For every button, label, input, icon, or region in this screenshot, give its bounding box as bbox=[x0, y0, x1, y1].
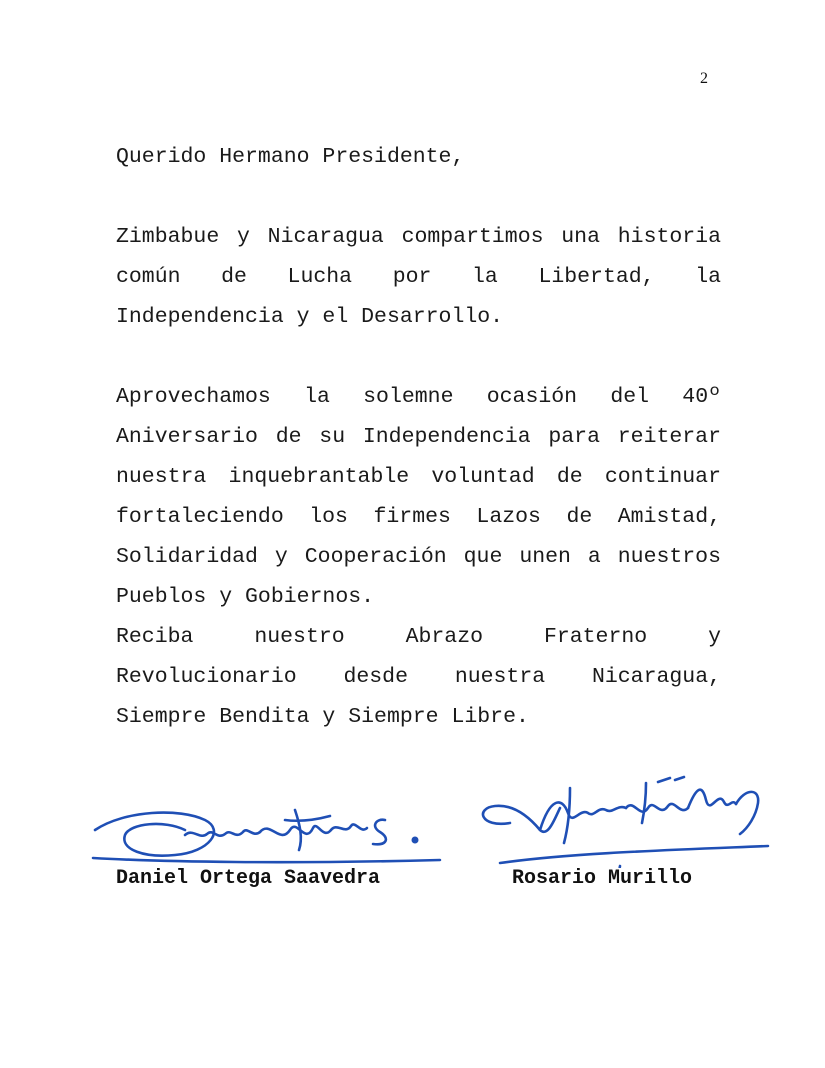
signature-daniel-ortega bbox=[85, 790, 445, 870]
paragraph-3: Reciba nuestro Abrazo Fraterno y Revolucionario desde nuestra Nicaragua, Siempre Bendita y Siempre Libre. bbox=[116, 625, 721, 729]
signature-rosario-murillo bbox=[470, 768, 770, 868]
salutation: Querido Hermano Presidente, bbox=[116, 145, 465, 169]
paragraph-2: Aprovechamos la solemne ocasión del 40º Aniversario de su Independencia para reiterar nuestra inquebrantable voluntad de continuar fortaleciendo los firmes Lazos de Amistad, Solidaridad y Cooperación que unen a nuestros Pueblos y Gobiernos. bbox=[116, 385, 721, 609]
signer-name-right: Rosario Murillo bbox=[512, 867, 693, 890]
signer-name-left: Daniel Ortega Saavedra bbox=[116, 867, 381, 890]
signature-block bbox=[0, 760, 825, 920]
paragraph-1: Zimbabue y Nicaragua compartimos una historia común de Lucha por la Libertad, la Independencia y el Desarrollo. bbox=[116, 225, 721, 329]
page-number: 2 bbox=[700, 70, 708, 87]
